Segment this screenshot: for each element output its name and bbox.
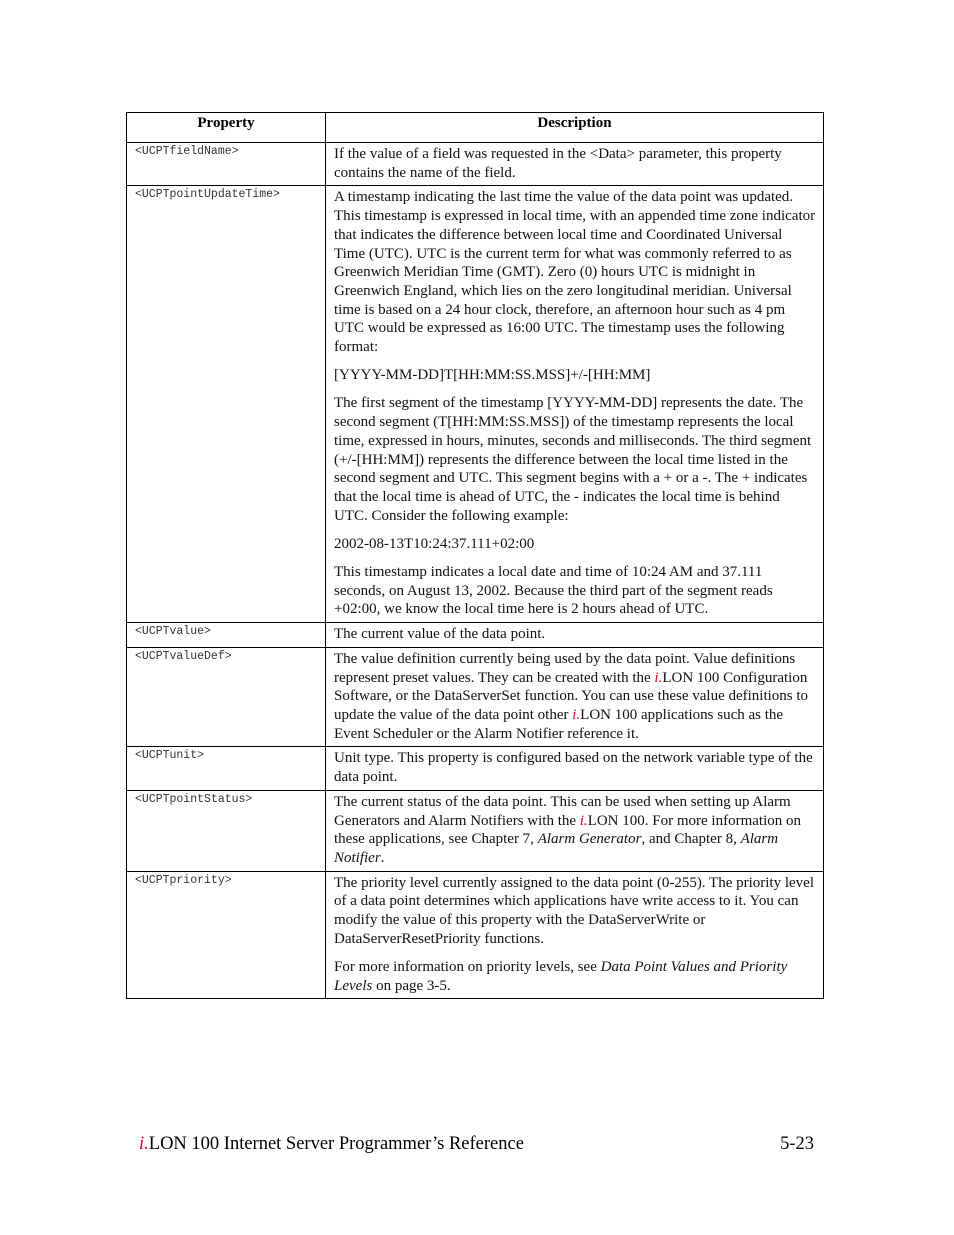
text-run: . <box>380 849 385 866</box>
description-paragraph: If the value of a field was requested in the <Data> parameter, this property contains the name of the field. <box>334 146 782 181</box>
footer-title <box>139 1134 524 1155</box>
description-paragraph: A timestamp indicating the last time the value of the data point was updated. This timestamp is expressed in local time, with an appended time zone indicator that indicates the difference between local time and Coordinated Universal Time (UTC). UTC is the current term for what was commonly referred to as Greenwich Meridian Time (GMT). Zero (0) hours UTC is midnight in Greenwich England, which lies on the zero longitudinal meridian. Universal time is based on a 24 hour clock, therefore, an afternoon hour such as 4 pm UTC would be expressed as 16:00 UTC. The timestamp uses the following format: <box>334 189 816 356</box>
ilon-i-mark: i. <box>654 669 663 686</box>
table-row <box>127 747 824 790</box>
text-run: LON 100 Configuration Software, or the DataServerSet function. You can use these value definitions to update the value of the data point other <box>334 669 809 723</box>
page-number: 5-23 <box>780 1134 814 1154</box>
section-reference: Data Point Values and Priority Levels <box>334 958 788 994</box>
property-name: <UCPTpriority> <box>127 871 326 999</box>
property-description <box>326 186 824 623</box>
chapter-reference: Alarm Notifier <box>334 831 779 866</box>
table-row <box>127 623 824 648</box>
property-name: <UCPTpointStatus> <box>127 790 326 871</box>
description-paragraph: The first segment of the timestamp [YYYY-MM-DD] represents the date. The second segment (T[HH:MM:SS.MSS]) of the timestamp represents the local time, expressed in hours, minutes, seconds and milliseconds. The third segment (+/-[HH:MM]) represents the difference between the local time listed in the second segment and UTC. This segment begins with a + or a -. The + indicates that the local time is ahead of UTC, the - indicates the local time is behind UTC. Consider the following example: <box>334 395 812 524</box>
property-description <box>326 647 824 747</box>
text-run: The value definition currently being used by the data point. Value definitions represent preset values. They can be created with the <box>334 650 796 686</box>
timestamp-format: [YYYY-MM-DD]T[HH:MM:SS.MSS]+/-[HH:MM] <box>334 367 651 384</box>
chapter-reference: Alarm Generator <box>537 831 642 848</box>
ilon-i-mark: i. <box>139 1134 149 1154</box>
property-name: <UCPTpointUpdateTime> <box>127 186 326 623</box>
property-description <box>326 871 824 999</box>
ilon-i-mark: i. <box>579 812 588 829</box>
text-run: The current status of the data point. This can be used when setting up Alarm Generators and Alarm Notifiers with the <box>334 793 791 829</box>
text-run: on page 3-5. <box>372 977 451 994</box>
property-name: <UCPTvalueDef> <box>127 647 326 747</box>
header-property: Property <box>127 113 326 143</box>
property-name: <UCPTfieldName> <box>127 143 326 186</box>
property-name: <UCPTvalue> <box>127 623 326 648</box>
property-description <box>326 747 824 790</box>
table-row <box>127 871 824 999</box>
table-row <box>127 647 824 747</box>
property-description <box>326 790 824 871</box>
table-header-row <box>127 113 824 143</box>
description-paragraph: The priority level currently assigned to the data point (0-255). The priority level of a data point determines which applications have write access to it. You can modify the value of this property with the DataServerWrite or DataServerResetPriority functions. <box>334 874 814 947</box>
header-description: Description <box>326 113 824 143</box>
ilon-i-mark: i. <box>572 706 581 723</box>
text-run: For more information on priority levels, see <box>334 958 601 975</box>
table-row <box>127 186 824 623</box>
table-row <box>127 143 824 186</box>
property-name: <UCPTunit> <box>127 747 326 790</box>
timestamp-example: 2002-08-13T10:24:37.111+02:00 <box>334 535 535 552</box>
description-paragraph <box>334 958 816 995</box>
table-row <box>127 790 824 871</box>
text-run: LON 100. For more information on these applications, see Chapter 7, <box>334 812 801 848</box>
property-table <box>126 112 824 999</box>
text-run: , and Chapter 8, <box>641 831 741 848</box>
description-paragraph: Unit type. This property is configured based on the network variable type of the data point. <box>334 750 813 786</box>
footer-title-text: LON 100 Internet Server Programmer’s Reference <box>148 1134 524 1154</box>
description-paragraph <box>334 793 816 868</box>
text-run: LON 100 applications such as the Event Scheduler or the Alarm Notifier reference it. <box>334 706 784 742</box>
description-paragraph: The current value of the data point. <box>334 626 546 643</box>
description-paragraph <box>334 650 816 744</box>
property-description <box>326 623 824 648</box>
property-description <box>326 143 824 186</box>
description-paragraph: This timestamp indicates a local date and time of 10:24 AM and 37.111 seconds, on August 13, 2002. Because the third part of the segment reads +02:00, we know the local time here is 2 hours ahead of UTC. <box>334 564 773 618</box>
